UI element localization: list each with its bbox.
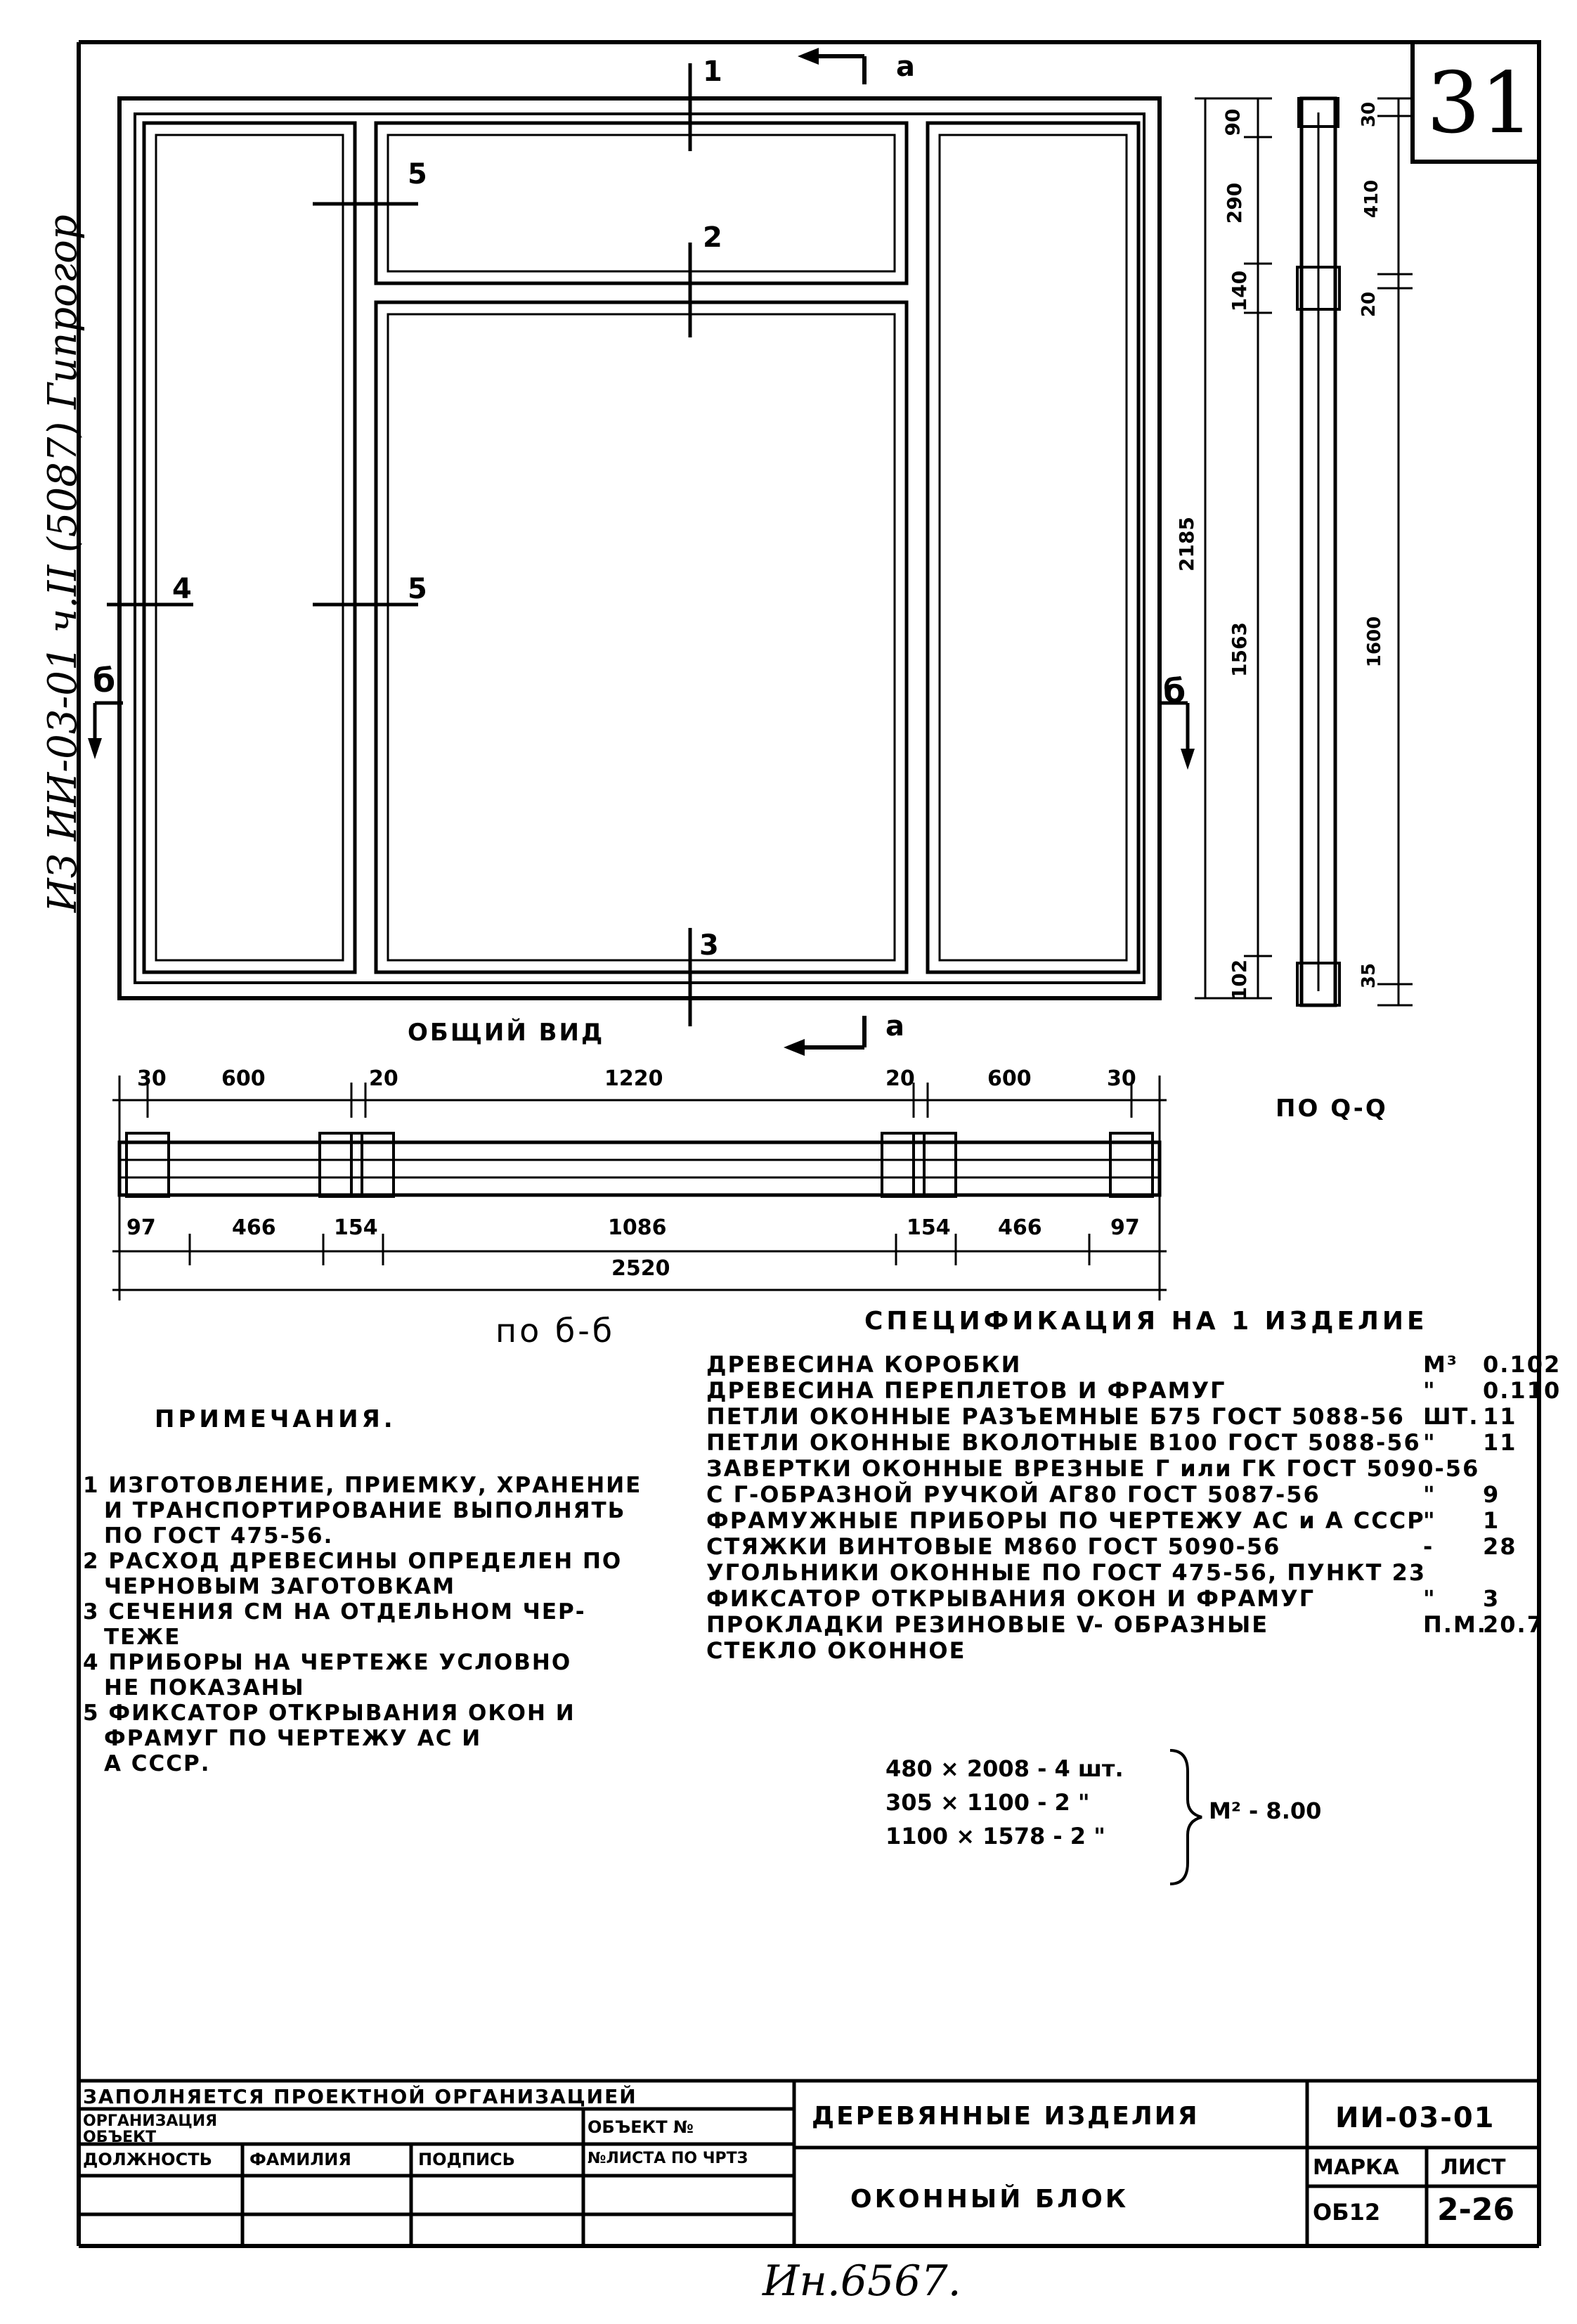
section-mark-b-left: б <box>93 661 116 699</box>
note-line: А СССР. <box>104 1751 211 1776</box>
tb-mark-value: ОБ12 <box>1313 2199 1381 2226</box>
plan-dim-top-5: 20 <box>885 1066 915 1091</box>
spec-row-name: СТЯЖКИ ВИНТОВЫЕ М860 ГОСТ 5090-56 <box>706 1533 1281 1560</box>
glass-line-3: 1100 × 1578 - 2 " <box>885 1823 1105 1849</box>
note-line: ПО ГОСТ 475-56. <box>104 1523 334 1549</box>
dim-140: 140 <box>1228 270 1252 312</box>
plan-dim-bottom-5: 154 <box>907 1215 951 1240</box>
spec-row-qty: 0.102 <box>1483 1351 1562 1378</box>
plan-dim-top-6: 600 <box>987 1066 1032 1091</box>
note-line: 1 ИЗГОТОВЛЕНИЕ, ПРИЕМКУ, ХРАНЕНИЕ <box>83 1473 642 1498</box>
spec-row-unit: " <box>1423 1507 1436 1534</box>
section-mark-5-mid: 5 <box>408 573 427 605</box>
section-mark-2: 2 <box>703 221 722 254</box>
plan-dim-bottom-3: 154 <box>334 1215 378 1240</box>
tb-surname: ФАМИЛИЯ <box>249 2150 351 2169</box>
glass-line-2: 305 × 1100 - 2 " <box>885 1789 1090 1816</box>
note-line: 3 СЕЧЕНИЯ СМ НА ОТДЕЛЬНОМ ЧЕР- <box>83 1599 586 1625</box>
tb-object: ОБЪЕКТ <box>83 2129 157 2146</box>
spec-row-name: ДРЕВЕСИНА ПЕРЕПЛЕТОВ И ФРАМУГ <box>706 1377 1226 1404</box>
spec-row-qty: 20.7 <box>1483 1611 1544 1638</box>
note-line: 2 РАСХОД ДРЕВЕСИНЫ ОПРЕДЕЛЕН ПО <box>83 1549 623 1574</box>
section-mark-b-right: б <box>1163 672 1186 710</box>
spec-row-name: ЗАВЕРТКИ ОКОННЫЕ ВРЕЗНЫЕ Г или ГК ГОСТ 5090-56 <box>706 1455 1480 1482</box>
note-line: И ТРАНСПОРТИРОВАНИЕ ВЫПОЛНЯТЬ <box>104 1498 626 1523</box>
tb-sheet-label: ЛИСТ <box>1441 2155 1506 2180</box>
dim-30: 30 <box>1358 101 1380 128</box>
plan-dim-top-1: 30 <box>137 1066 167 1091</box>
notes-title: ПРИМЕЧАНИЯ. <box>155 1405 396 1433</box>
plan-dim-bottom-7: 97 <box>1110 1215 1140 1240</box>
spec-row-unit: " <box>1423 1377 1436 1404</box>
tb-mark-label: МАРКА <box>1313 2155 1399 2180</box>
spec-row-unit: П.М. <box>1423 1611 1487 1638</box>
dim-35: 35 <box>1358 962 1380 989</box>
note-line: 4 ПРИБОРЫ НА ЧЕРТЕЖЕ УСЛОВНО <box>83 1650 572 1675</box>
note-line: ЧЕРНОВЫМ ЗАГОТОВКАМ <box>104 1574 456 1599</box>
note-line: 5 ФИКСАТОР ОТКРЫВАНИЯ ОКОН И <box>83 1700 576 1726</box>
spec-row-qty: 11 <box>1483 1429 1517 1456</box>
general-view-label: ОБЩИЙ ВИД <box>408 1019 605 1047</box>
note-line: ФРАМУГ ПО ЧЕРТЕЖУ АС И <box>104 1726 482 1751</box>
section-bb-label: по б-б <box>495 1312 616 1350</box>
spec-row-qty: 3 <box>1483 1585 1500 1612</box>
spec-row-name: УГОЛЬНИКИ ОКОННЫЕ ПО ГОСТ 475-56, ПУНКТ 23 <box>706 1559 1427 1586</box>
spec-title: СПЕЦИФИКАЦИЯ НА 1 ИЗДЕЛИЕ <box>864 1307 1428 1336</box>
section-bb-plan <box>119 1133 1160 1196</box>
glass-total: М² - 8.00 <box>1209 1797 1322 1824</box>
dim-290: 290 <box>1223 182 1247 224</box>
tb-sheet-ref: №ЛИСТА ПО ЧРТЗ <box>588 2150 748 2167</box>
spec-row-name: ПЕТЛИ ОКОННЫЕ ВКОЛОТНЫЕ В100 ГОСТ 5088-56 <box>706 1429 1421 1456</box>
plan-dim-bottom-6: 466 <box>998 1215 1042 1240</box>
section-aa-label: ПО Q-Q <box>1276 1095 1388 1123</box>
glass-line-1: 480 × 2008 - 4 шт. <box>885 1755 1124 1782</box>
spec-row-name: ПРОКЛАДКИ РЕЗИНОВЫЕ V- ОБРАЗНЫЕ <box>706 1611 1269 1638</box>
spec-row-unit: М³ <box>1423 1351 1458 1378</box>
section-mark-4: 4 <box>172 573 192 605</box>
elevation-dimension-lines <box>1195 98 1413 1005</box>
spec-row-name: ПЕТЛИ ОКОННЫЕ РАЗЪЕМНЫЕ Б75 ГОСТ 5088-56 <box>706 1403 1405 1430</box>
tb-filled-by: ЗАПОЛНЯЕТСЯ ПРОЕКТНОЙ ОРГАНИЗАЦИЕЙ <box>83 2085 637 2108</box>
section-a-arrows <box>794 56 864 1047</box>
spec-row-qty: 1 <box>1483 1507 1500 1534</box>
spec-row-unit: " <box>1423 1429 1436 1456</box>
spec-row-name: ДРЕВЕСИНА КОРОБКИ <box>706 1351 1022 1378</box>
dim-1563: 1563 <box>1227 622 1251 677</box>
plan-dim-bottom-1: 97 <box>126 1215 156 1240</box>
spec-row-qty: 11 <box>1483 1403 1517 1430</box>
spec-row-unit: - <box>1423 1533 1434 1560</box>
section-mark-a-top: а <box>896 51 915 83</box>
spec-row-name: ФРАМУЖНЫЕ ПРИБОРЫ ПО ЧЕРТЕЖУ АС и А СССР <box>706 1507 1425 1534</box>
note-line: НЕ ПОКАЗАНЫ <box>104 1675 305 1700</box>
tb-organization: ОРГАНИЗАЦИЯ <box>83 2112 218 2130</box>
spec-row-unit: " <box>1423 1585 1436 1612</box>
inventory-number: Ин.6567. <box>762 2257 961 2306</box>
spec-row-qty: 0.110 <box>1483 1377 1562 1404</box>
window-elevation <box>119 98 1160 998</box>
plan-dim-top-4: 1220 <box>604 1066 663 1091</box>
spec-row-unit: ШТ. <box>1423 1403 1479 1430</box>
plan-dim-top-2: 600 <box>221 1066 266 1091</box>
plan-dim-bottom-2: 466 <box>232 1215 276 1240</box>
spec-row-name: С Г-ОБРАЗНОЙ РУЧКОЙ АГ80 ГОСТ 5087-56 <box>706 1481 1320 1508</box>
sheet-number: 31 <box>1427 55 1534 153</box>
tb-series: ИИ-03-01 <box>1335 2102 1495 2134</box>
dim-90: 90 <box>1221 108 1245 136</box>
plan-dim-top-7: 30 <box>1107 1066 1136 1091</box>
tb-object-no: ОБЪЕКТ № <box>588 2117 694 2137</box>
section-mark-a-bottom: а <box>885 1010 904 1042</box>
tb-sheet-value: 2-26 <box>1437 2192 1515 2228</box>
glass-brace <box>1170 1750 1202 1884</box>
dim-102: 102 <box>1228 959 1252 1001</box>
section-mark-1: 1 <box>703 56 722 88</box>
section-b-arrows <box>95 703 1188 756</box>
spec-row-name: СТЕКЛО ОКОННОЕ <box>706 1637 966 1664</box>
side-stamp: ИЗ ИИ-03-01 ч.II (5087) Гипрогор <box>40 214 86 912</box>
spec-row-unit: " <box>1423 1481 1436 1508</box>
tb-signature: ПОДПИСЬ <box>418 2150 515 2169</box>
plan-dim-bottom-4: 1086 <box>608 1215 667 1240</box>
section-cut-lines <box>107 63 690 1026</box>
plan-dim-total: 2520 <box>611 1256 670 1281</box>
tb-category: ДЕРЕВЯННЫЕ ИЗДЕЛИЯ <box>812 2102 1200 2131</box>
tb-position: ДОЛЖНОСТЬ <box>83 2150 212 2169</box>
dim-410: 410 <box>1361 179 1383 219</box>
plan-dim-top-3: 20 <box>369 1066 398 1091</box>
spec-row-name: ФИКСАТОР ОТКРЫВАНИЯ ОКОН И ФРАМУГ <box>706 1585 1316 1612</box>
note-line: ТЕЖЕ <box>104 1625 181 1650</box>
section-mark-3: 3 <box>699 929 719 962</box>
tb-product: ОКОННЫЙ БЛОК <box>850 2185 1129 2214</box>
section-mark-5-top: 5 <box>408 158 427 191</box>
spec-row-qty: 9 <box>1483 1481 1500 1508</box>
spec-row-qty: 28 <box>1483 1533 1517 1560</box>
dim-20: 20 <box>1358 291 1380 318</box>
dim-1600: 1600 <box>1364 616 1386 668</box>
section-aa-profile <box>1297 98 1339 1005</box>
dim-2185: 2185 <box>1174 517 1198 572</box>
